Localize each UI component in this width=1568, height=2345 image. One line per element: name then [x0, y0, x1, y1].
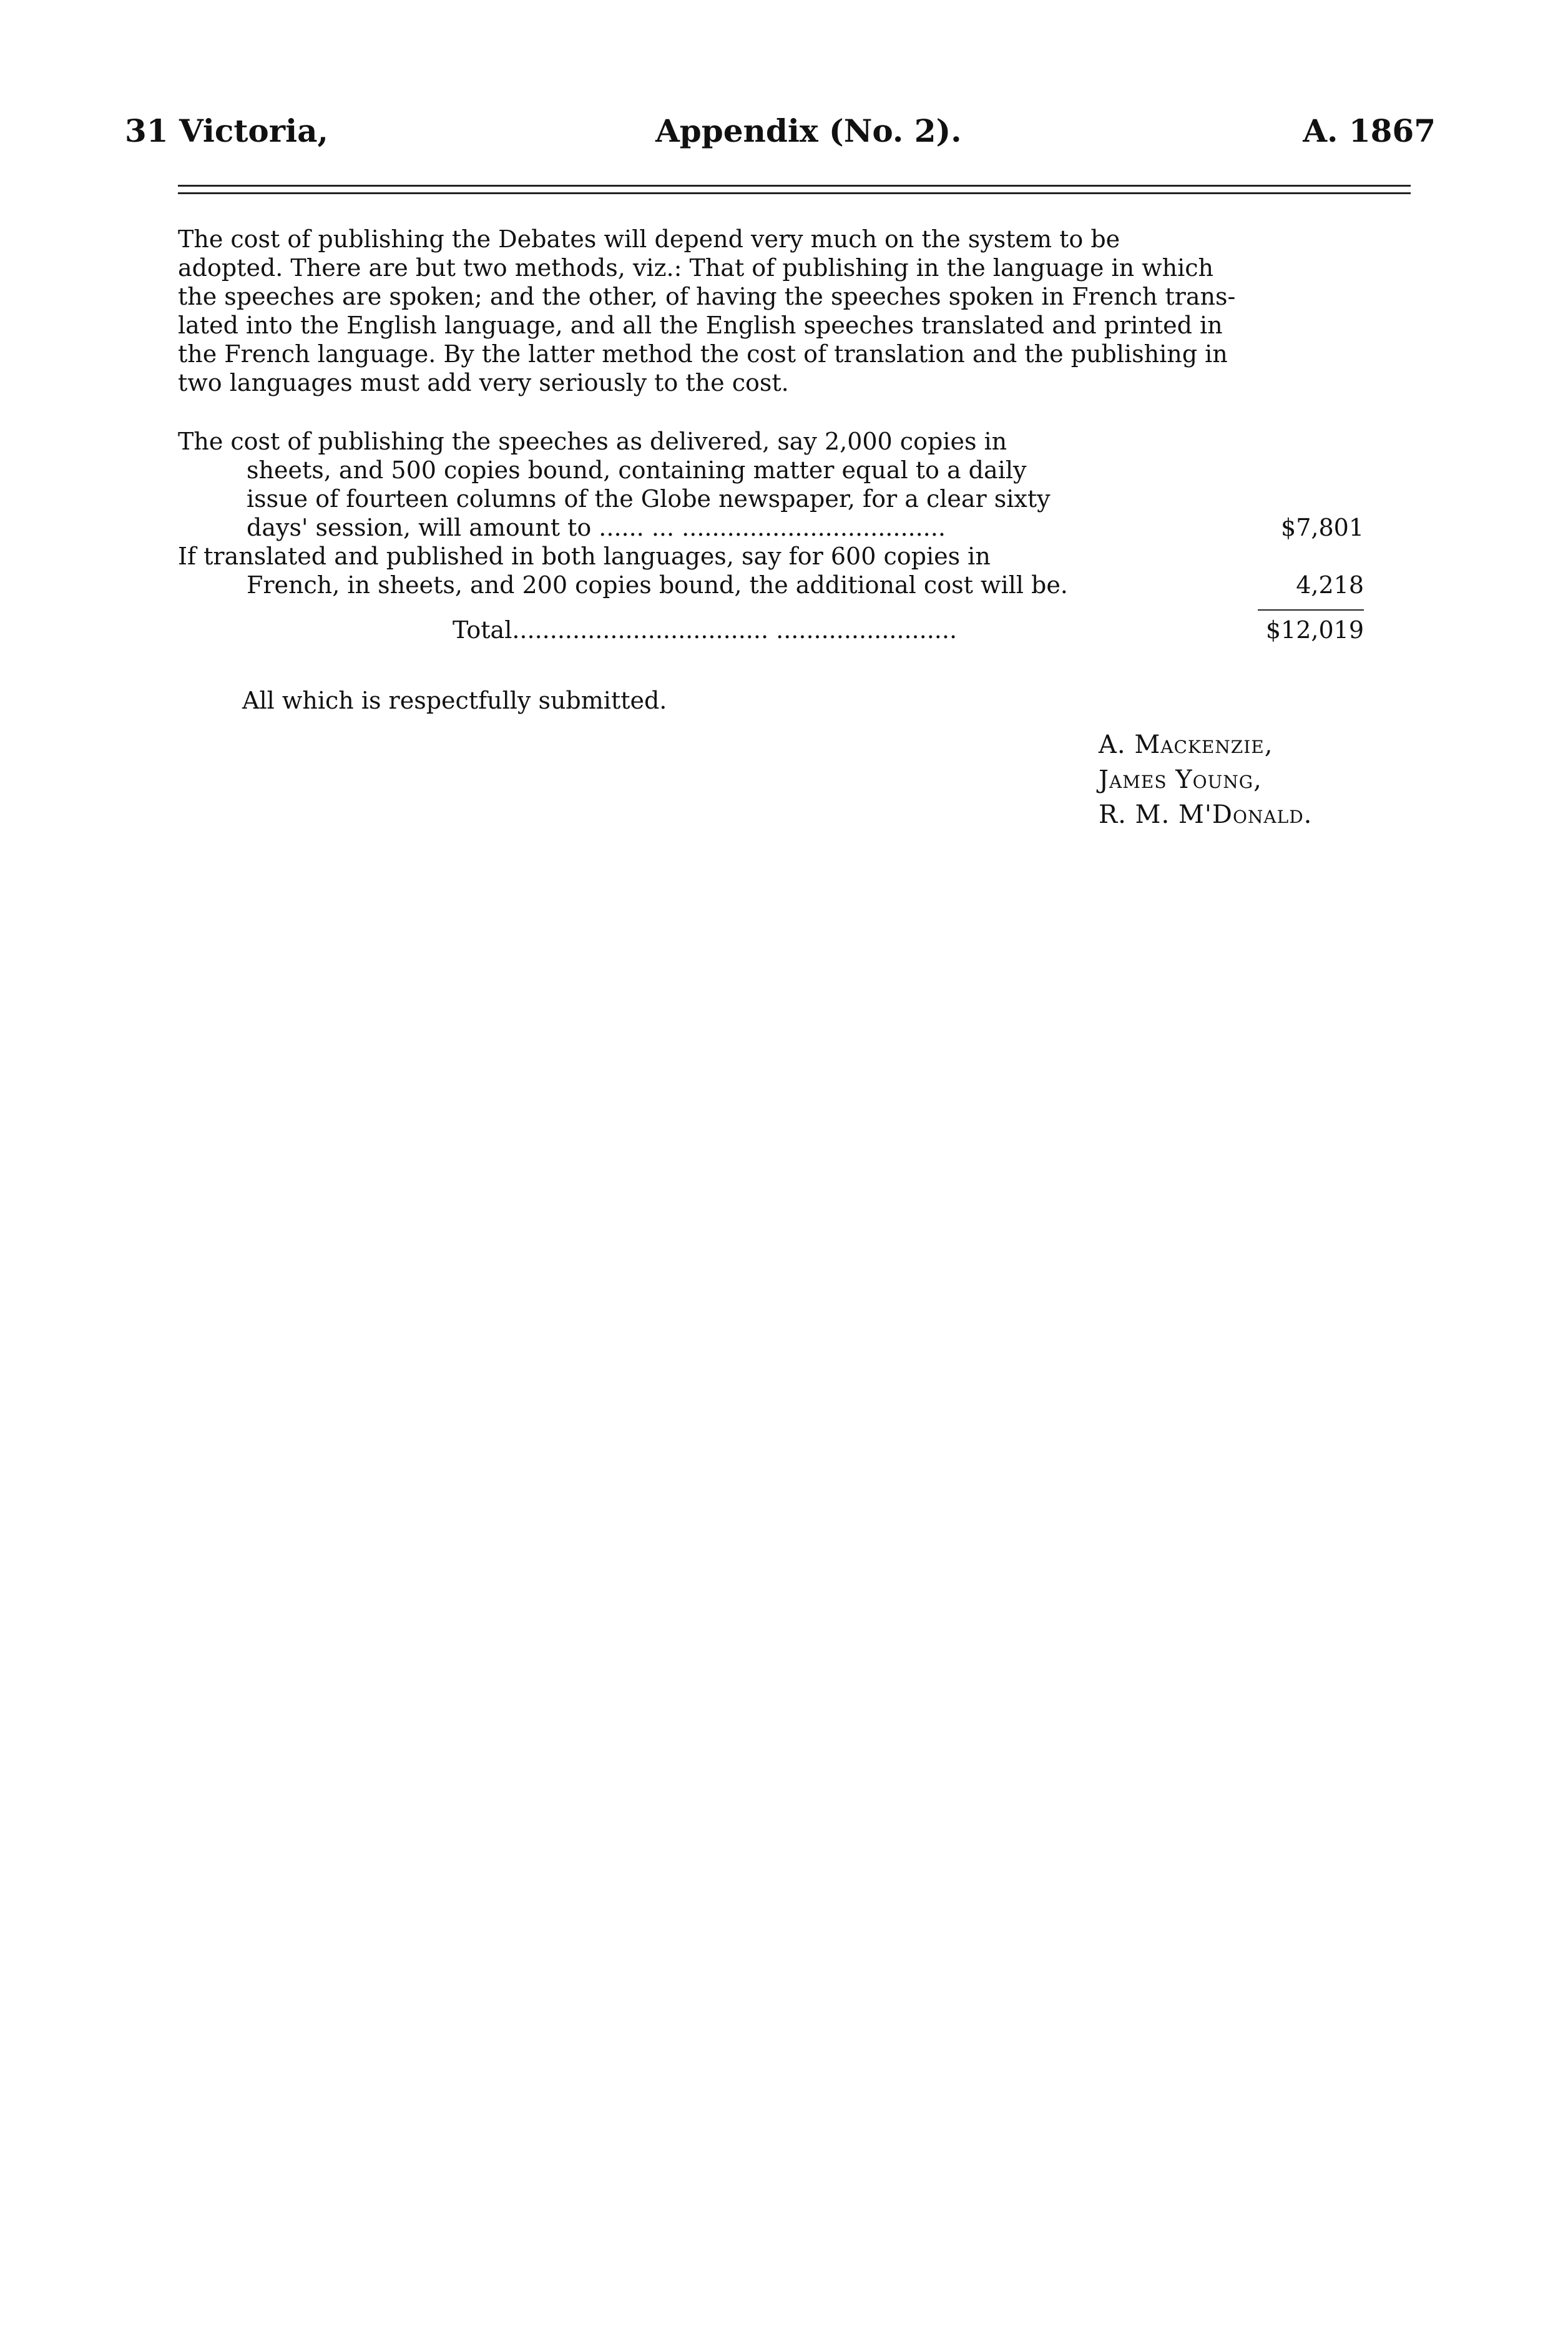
header-session: 31 Victoria, — [125, 112, 328, 149]
signature-block — [1099, 727, 1312, 832]
paragraph-line: lated into the English language, and all the English speeches translated and printed in — [178, 312, 1223, 339]
total-row — [178, 616, 1364, 644]
total-amount: $12,019 — [1265, 616, 1364, 644]
total-rule — [1258, 609, 1364, 611]
cost-item-line: days' session, will amount to ...... ... ................................... — [247, 514, 946, 541]
header-rule-bottom — [178, 192, 1411, 194]
cost-item-amount: $7,801 — [1281, 514, 1364, 541]
total-label: Total.................................. ........................ — [453, 616, 958, 644]
cost-item-line: The cost of publishing the speeches as delivered, say 2,000 copies in — [178, 428, 1007, 455]
cost-item-line: French, in sheets, and 200 copies bound, the additional cost will be. — [247, 571, 1068, 599]
cost-item — [178, 542, 1364, 599]
cost-item — [178, 427, 1364, 542]
intro-paragraph — [178, 225, 1420, 397]
cost-item-line: If translated and published in both languages, say for 600 copies in — [178, 543, 991, 570]
signature: A. Mackenzie, — [1099, 730, 1273, 759]
header-year: A. 1867 — [1303, 112, 1436, 149]
paragraph-line: the French language. By the latter method the cost of translation and the publishing in — [178, 340, 1228, 368]
closing-line: All which is respectfully submitted. — [242, 687, 667, 714]
signature: James Young, — [1099, 765, 1262, 794]
cost-item-line: sheets, and 500 copies bound, containing matter equal to a daily — [247, 456, 1027, 484]
signature: R. M. M'Donald. — [1099, 800, 1313, 829]
cost-item-line: issue of fourteen columns of the Globe newspaper, for a clear sixty — [247, 485, 1051, 513]
paragraph-line: two languages must add very seriously to the cost. — [178, 369, 789, 396]
header-rule-top — [178, 185, 1411, 187]
page-header — [125, 112, 1436, 169]
paragraph-line: adopted. There are but two methods, viz.: That of publishing in the language in which — [178, 254, 1214, 282]
header-appendix: Appendix (No. 2). — [655, 112, 962, 149]
paragraph-line: the speeches are spoken; and the other, of having the speeches spoken in French trans- — [178, 283, 1236, 310]
cost-item-amount: 4,218 — [1296, 571, 1364, 599]
cost-table — [178, 427, 1364, 644]
paragraph-line: The cost of publishing the Debates will depend very much on the system to be — [178, 225, 1120, 253]
